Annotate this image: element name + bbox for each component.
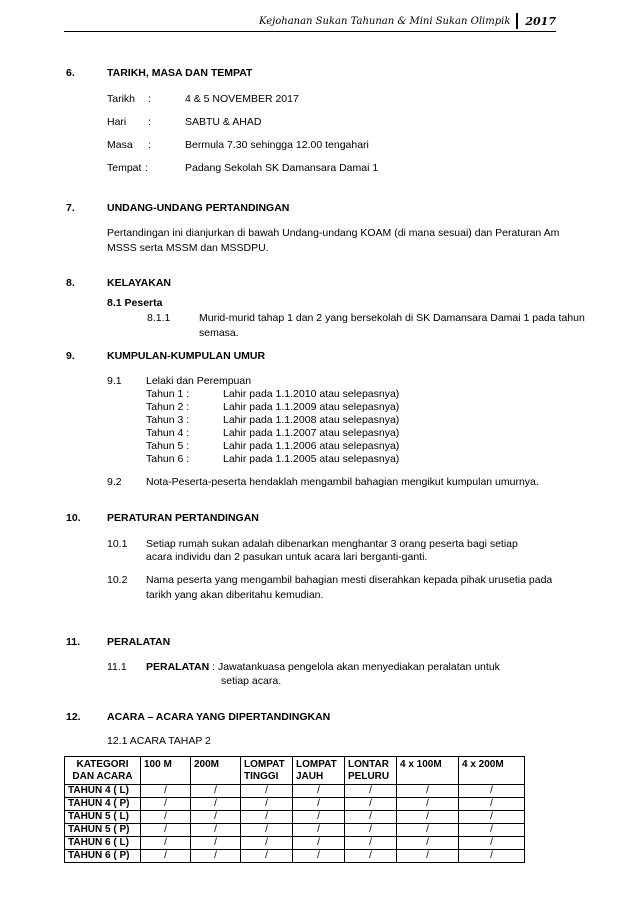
table-cell: / xyxy=(241,785,293,798)
table-cell: / xyxy=(241,850,293,863)
item-9-2-text: Nota-Peserta-peserta hendaklah mengambil bahagian mengikut kumpulan umurnya. xyxy=(146,476,539,488)
table-cell: / xyxy=(191,785,241,798)
table-cell: / xyxy=(345,837,397,850)
section-8-subtitle: 8.1 Peserta xyxy=(107,297,163,309)
age-label-1: Tahun 1 : xyxy=(146,388,190,400)
masa-colon: : xyxy=(148,139,151,151)
table-cell: / xyxy=(459,798,525,811)
table-cell: / xyxy=(141,798,191,811)
section-11-title: PERALATAN xyxy=(107,636,171,648)
table-row xyxy=(65,837,525,850)
age-label-5: Tahun 5 : xyxy=(146,440,190,452)
hari-label: Hari xyxy=(107,116,127,128)
item-10-2-line-1: Nama peserta yang mengambil bahagian mesti diserahkan kepada pihak urusetia pada xyxy=(146,574,553,586)
table-cell: / xyxy=(459,837,525,850)
table-cell: / xyxy=(241,811,293,824)
section-12-subtitle: 12.1 ACARA TAHAP 2 xyxy=(107,735,211,747)
item-8-1-1-line-2: semasa. xyxy=(199,327,239,339)
table-cell: / xyxy=(293,798,345,811)
section-6-title: TARIKH, MASA DAN TEMPAT xyxy=(107,67,253,79)
header-kategori: KATEGORI DAN ACARA xyxy=(65,757,141,785)
age-label-2: Tahun 2 : xyxy=(146,401,190,413)
table-cell: / xyxy=(191,798,241,811)
table-cell: / xyxy=(191,811,241,824)
acara-table xyxy=(64,756,525,863)
section-7-number: 7. xyxy=(66,202,75,214)
table-row xyxy=(65,798,525,811)
section-11-number: 11. xyxy=(66,636,81,648)
peralatan-bold: PERALATAN xyxy=(146,661,210,673)
table-cell: / xyxy=(459,824,525,837)
table-cell: / xyxy=(293,824,345,837)
table-header-row xyxy=(65,757,525,785)
section-12-number: 12. xyxy=(66,711,81,723)
item-10-1-line-1: Setiap rumah sukan adalah dibenarkan menghantar 3 orang peserta bagi setiap xyxy=(146,538,518,550)
table-cell: / xyxy=(459,850,525,863)
table-cell: / xyxy=(293,837,345,850)
item-11-1-number: 11.1 xyxy=(107,661,127,673)
tempat-label: Tempat xyxy=(107,162,142,174)
item-11-1-line-1 xyxy=(146,661,500,673)
section-10-title: PERATURAN PERTANDINGAN xyxy=(107,512,259,524)
header-4x100m: 4 x 100M xyxy=(397,757,459,785)
item-10-2-number: 10.2 xyxy=(107,574,128,586)
table-cell: / xyxy=(293,850,345,863)
hari-colon: : xyxy=(148,116,151,128)
age-value-2: Lahir pada 1.1.2009 atau selepasnya) xyxy=(223,401,400,413)
section-8-number: 8. xyxy=(66,277,75,289)
age-label-4: Tahun 4 : xyxy=(146,427,190,439)
table-cell: / xyxy=(459,811,525,824)
item-8-1-1-line-1: Murid-murid tahap 1 dan 2 yang bersekolah di SK Damansara Damai 1 pada tahun xyxy=(199,312,585,324)
table-cell: / xyxy=(241,824,293,837)
header-year: 2017 xyxy=(525,14,556,28)
section-9-number: 9. xyxy=(66,350,75,362)
table-row xyxy=(65,824,525,837)
row-label: TAHUN 4 ( P) xyxy=(65,798,141,811)
item-11-1-line-2: setiap acara. xyxy=(221,675,282,687)
table-cell: / xyxy=(141,811,191,824)
row-label: TAHUN 5 ( P) xyxy=(65,824,141,837)
table-cell: / xyxy=(397,824,459,837)
table-cell: / xyxy=(397,837,459,850)
tempat-value: Padang Sekolah SK Damansara Damai 1 xyxy=(185,162,379,174)
table-cell: / xyxy=(397,798,459,811)
row-label: TAHUN 4 ( L) xyxy=(65,785,141,798)
section-7-line-2: MSSS serta MSSM dan MSSDPU. xyxy=(107,242,269,254)
table-cell: / xyxy=(345,811,397,824)
section-6-number: 6. xyxy=(66,67,75,79)
age-label-3: Tahun 3 : xyxy=(146,414,190,426)
masa-value: Bermula 7.30 sehingga 12.00 tengahari xyxy=(185,139,369,151)
table-cell: / xyxy=(141,850,191,863)
table-cell: / xyxy=(191,850,241,863)
section-12-title: ACARA – ACARA YANG DIPERTANDINGKAN xyxy=(107,711,331,723)
row-label: TAHUN 5 ( L) xyxy=(65,811,141,824)
table-cell: / xyxy=(293,785,345,798)
header-lompat-jauh: LOMPAT JAUH xyxy=(293,757,345,785)
table-cell: / xyxy=(191,824,241,837)
table-cell: / xyxy=(241,837,293,850)
table-cell: / xyxy=(345,850,397,863)
section-8-title: KELAYAKAN xyxy=(107,277,171,289)
row-label: TAHUN 6 ( P) xyxy=(65,850,141,863)
tarikh-colon: : xyxy=(148,93,151,105)
age-value-3: Lahir pada 1.1.2008 atau selepasnya) xyxy=(223,414,400,426)
item-10-1-line-2: acara individu dan 2 pasukan untuk acara lari berganti-ganti. xyxy=(146,551,428,563)
table-cell: / xyxy=(141,824,191,837)
header-separator xyxy=(516,13,519,29)
header-100m: 100 M xyxy=(141,757,191,785)
page-header xyxy=(259,13,556,29)
peralatan-rest: : Jawatankuasa pengelola akan menyediakan peralatan untuk xyxy=(209,661,500,673)
header-lompat-tinggi: LOMPAT TINGGI xyxy=(241,757,293,785)
age-value-5: Lahir pada 1.1.2006 atau selepasnya) xyxy=(223,440,400,452)
tarikh-value: 4 & 5 NOVEMBER 2017 xyxy=(185,93,299,105)
table-cell: / xyxy=(397,850,459,863)
item-10-2-line-2: tarikh yang akan diberitahu kemudian. xyxy=(146,589,324,601)
age-value-1: Lahir pada 1.1.2010 atau selepasnya) xyxy=(223,388,400,400)
table-cell: / xyxy=(345,785,397,798)
table-cell: / xyxy=(141,785,191,798)
section-7-title: UNDANG-UNDANG PERTANDINGAN xyxy=(107,202,290,214)
item-9-1-number: 9.1 xyxy=(107,375,122,387)
table-row xyxy=(65,811,525,824)
table-cell: / xyxy=(397,785,459,798)
age-value-4: Lahir pada 1.1.2007 atau selepasnya) xyxy=(223,427,400,439)
table-cell: / xyxy=(345,798,397,811)
section-9-title: KUMPULAN-KUMPULAN UMUR xyxy=(107,350,266,362)
tempat-colon: : xyxy=(145,162,148,174)
header-title: Kejohanan Sukan Tahunan & Mini Sukan Olimpik xyxy=(259,15,511,27)
age-label-6: Tahun 6 : xyxy=(146,453,190,465)
item-8-1-1-number: 8.1.1 xyxy=(147,312,171,324)
table-cell: / xyxy=(397,811,459,824)
row-label: TAHUN 6 ( L) xyxy=(65,837,141,850)
masa-label: Masa xyxy=(107,139,133,151)
table-cell: / xyxy=(293,811,345,824)
section-10-number: 10. xyxy=(66,512,81,524)
table-row xyxy=(65,785,525,798)
header-200m: 200M xyxy=(191,757,241,785)
table-row xyxy=(65,850,525,863)
table-cell: / xyxy=(241,798,293,811)
tarikh-label: Tarikh xyxy=(107,93,136,105)
age-value-6: Lahir pada 1.1.2005 atau selepasnya) xyxy=(223,453,400,465)
header-rule xyxy=(64,31,556,32)
header-4x200m: 4 x 200M xyxy=(459,757,525,785)
table-cell: / xyxy=(191,837,241,850)
item-10-1-number: 10.1 xyxy=(107,538,128,550)
item-9-1-text: Lelaki dan Perempuan xyxy=(146,375,252,387)
table-cell: / xyxy=(459,785,525,798)
section-7-line-1: Pertandingan ini dianjurkan di bawah Undang-undang KOAM (di mana sesuai) dan Peraturan Am xyxy=(107,227,560,239)
header-lontar-peluru: LONTAR PELURU xyxy=(345,757,397,785)
table-cell: / xyxy=(141,837,191,850)
item-9-2-number: 9.2 xyxy=(107,476,122,488)
table-cell: / xyxy=(345,824,397,837)
hari-value: SABTU & AHAD xyxy=(185,116,262,128)
